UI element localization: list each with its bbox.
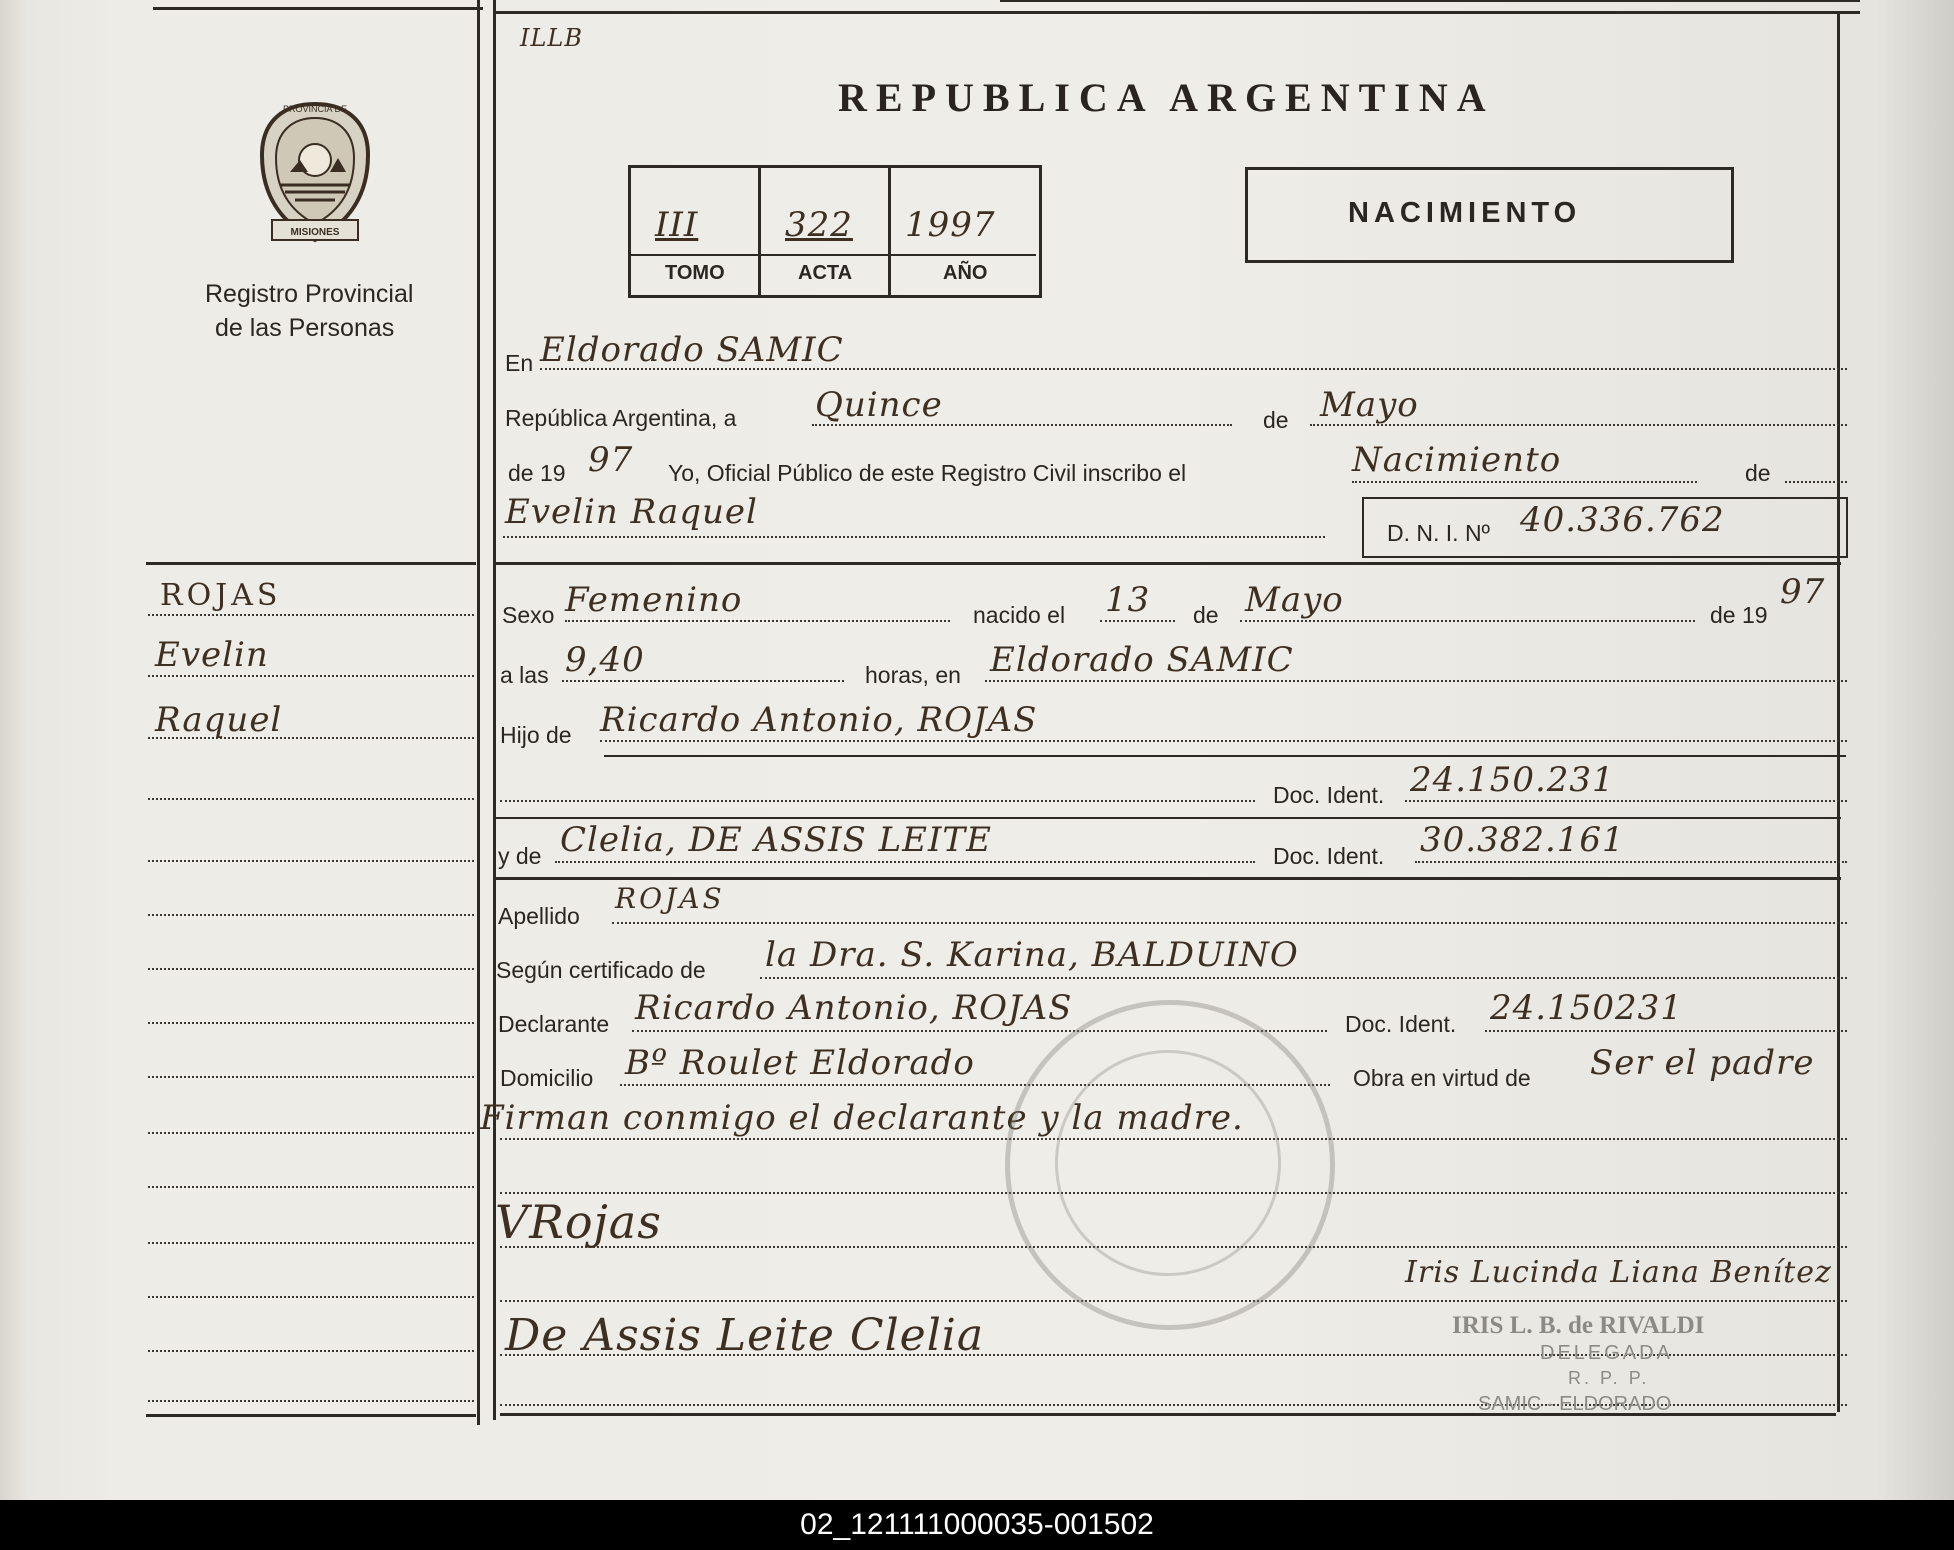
firman-text: Firman conmigo el declarante y la madre. [480, 1098, 1244, 1138]
signature-madre: De Assis Leite Clelia [505, 1310, 985, 1361]
mother-doc: 30.382.161 [1420, 820, 1625, 860]
acta-label: ACTA [798, 262, 853, 284]
sexo-value: Femenino [565, 580, 743, 620]
margin-line-7 [148, 968, 474, 970]
margin-line-11 [148, 1186, 474, 1188]
registry-type: NACIMIENTO [1348, 197, 1582, 229]
sexo-line [565, 620, 950, 622]
hour-value: 9,40 [565, 640, 645, 680]
hijo-label: Hijo de [500, 722, 572, 748]
frame-top-right [494, 11, 1860, 14]
org-name-line2: de las Personas [215, 314, 395, 342]
province-seal [250, 100, 380, 250]
father-divider [604, 755, 1846, 757]
act-type: Nacimiento [1352, 440, 1562, 480]
domicilio-label: Domicilio [500, 1065, 594, 1091]
domicilio-value: Bº Roulet Eldorado [625, 1043, 975, 1083]
father-doc-line [1405, 800, 1847, 802]
de-label-3: de [1193, 602, 1219, 628]
de-label-2: de [1745, 460, 1771, 486]
margin-line-4 [148, 798, 474, 800]
act-line [1352, 481, 1697, 483]
record-table-col2 [888, 165, 891, 295]
record-table-row [631, 254, 1036, 256]
dni-label: D. N. I. Nº [1387, 520, 1490, 546]
father-name: Ricardo Antonio, ROJAS [600, 700, 1038, 740]
birth-year-suffix: 97 [1780, 572, 1826, 612]
de-label: de [1263, 407, 1289, 433]
day-line [812, 424, 1232, 426]
registry-stamp-inner [1055, 1050, 1281, 1276]
nacido-label: nacido el [973, 602, 1066, 628]
frame-left-divider [477, 0, 480, 1425]
margin-line-8 [148, 1022, 474, 1024]
frame-bottom-left [146, 1414, 476, 1417]
corner-note: ILLB [520, 24, 583, 52]
margin-line-2 [148, 675, 474, 677]
de19-label: de 19 [1710, 602, 1768, 628]
father-line [600, 740, 1847, 742]
ano-label: AÑO [943, 262, 988, 284]
margin-line-6 [148, 914, 474, 916]
en-line [540, 368, 1847, 370]
father-doc: 24.150.231 [1410, 760, 1615, 800]
apellido-line [612, 922, 1847, 924]
margin-line-9 [148, 1076, 474, 1078]
mother-doc-line [1415, 861, 1847, 863]
doc-label-2: Doc. Ident. [1273, 843, 1385, 869]
yde-label: y de [498, 843, 542, 869]
org-name-line1: Registro Provincial [205, 280, 414, 308]
en-label: En [505, 350, 534, 376]
margin-line-12 [148, 1242, 474, 1244]
segun-label: Según certificado de [496, 957, 706, 983]
apellido-value: ROJAS [615, 882, 725, 915]
stamp-office: R. P. P. [1568, 1368, 1650, 1388]
page-title: REPUBLICA ARGENTINA [838, 75, 1495, 120]
tomo-value: III [655, 205, 699, 245]
margin-name-1: Evelin [155, 635, 269, 675]
record-table-col1 [758, 165, 761, 295]
obra-value: Ser el padre [1590, 1043, 1815, 1083]
tomo-label: TOMO [665, 262, 725, 284]
month-line [1310, 424, 1847, 426]
dni-divider [496, 562, 1841, 565]
margin-name-2: Raquel [155, 700, 283, 740]
margin-line-10 [148, 1132, 474, 1134]
child-name: Evelin Raquel [505, 492, 758, 532]
day-text: Quince [815, 385, 943, 425]
year-suffix: 97 [588, 440, 634, 480]
apellido-label: Apellido [498, 903, 580, 929]
mother-line [555, 861, 1255, 863]
birth-day-line [1100, 620, 1175, 622]
yo-label: Yo, Oficial Público de este Registro Civil inscribo el [668, 460, 1187, 486]
signature-oficial: Iris Lucinda Liana Benítez [1405, 1255, 1832, 1290]
svg-text:PROVINCIA DE: PROVINCIA DE [282, 104, 348, 114]
margin-line-13 [148, 1296, 474, 1298]
stamp-role: DELEGADA [1540, 1342, 1673, 1364]
hour-line [562, 680, 844, 682]
horas-label: horas, en [865, 662, 961, 688]
month-value: Mayo [1320, 385, 1419, 425]
margin-line-1 [148, 614, 474, 616]
stamp-name: IRIS L. B. de RIVALDI [1452, 1312, 1705, 1339]
misiones-seal-icon [250, 100, 380, 250]
declarante-value: Ricardo Antonio, ROJAS [635, 988, 1073, 1028]
sexo-label: Sexo [502, 602, 555, 628]
margin-line-14 [148, 1350, 474, 1352]
en-value: Eldorado SAMIC [540, 330, 844, 370]
mother-divider [496, 877, 1841, 880]
doc-label-1: Doc. Ident. [1273, 782, 1385, 808]
margin-surname: ROJAS [160, 578, 282, 613]
frame-right [1837, 12, 1840, 1412]
mother-divider-top [496, 817, 1841, 819]
place-line [985, 680, 1847, 682]
act-line-end [1785, 481, 1847, 483]
signature-declarante: VRojas [495, 1195, 662, 1249]
birth-month: Mayo [1245, 580, 1344, 620]
sidebar-divider [146, 562, 476, 565]
child-name-line [503, 536, 1325, 538]
ano-value: 1997 [905, 205, 996, 245]
father-line-2 [500, 800, 1255, 802]
stamp-place: SAMIC - ELDORADO [1478, 1393, 1672, 1415]
mother-name: Clelia, DE ASSIS LEITE [560, 820, 992, 860]
acta-value: 322 [785, 205, 853, 245]
declarante-label: Declarante [498, 1011, 610, 1037]
segun-line [760, 977, 1847, 979]
margin-line-5 [148, 860, 474, 862]
alas-label: a las [500, 662, 549, 688]
de-year-label: de 19 [508, 460, 566, 486]
margin-line-15 [148, 1400, 474, 1402]
dni-value: 40.336.762 [1520, 500, 1725, 540]
svg-text:MISIONES: MISIONES [290, 227, 340, 238]
birth-day: 13 [1105, 580, 1151, 620]
declarante-doc: 24.150231 [1490, 988, 1683, 1028]
certificado-value: la Dra. S. Karina, BALDUINO [765, 935, 1299, 975]
image-caption: 02_121111000035-001502 [0, 1500, 1954, 1550]
frame-top-left [153, 7, 483, 10]
obra-label: Obra en virtud de [1353, 1065, 1531, 1091]
republica-label: República Argentina, a [505, 405, 737, 431]
place-value: Eldorado SAMIC [990, 640, 1294, 680]
birth-month-line [1240, 620, 1695, 622]
doc-label-3: Doc. Ident. [1345, 1011, 1457, 1037]
top-rule [1000, 0, 1860, 2]
declarante-doc-line [1485, 1030, 1847, 1032]
